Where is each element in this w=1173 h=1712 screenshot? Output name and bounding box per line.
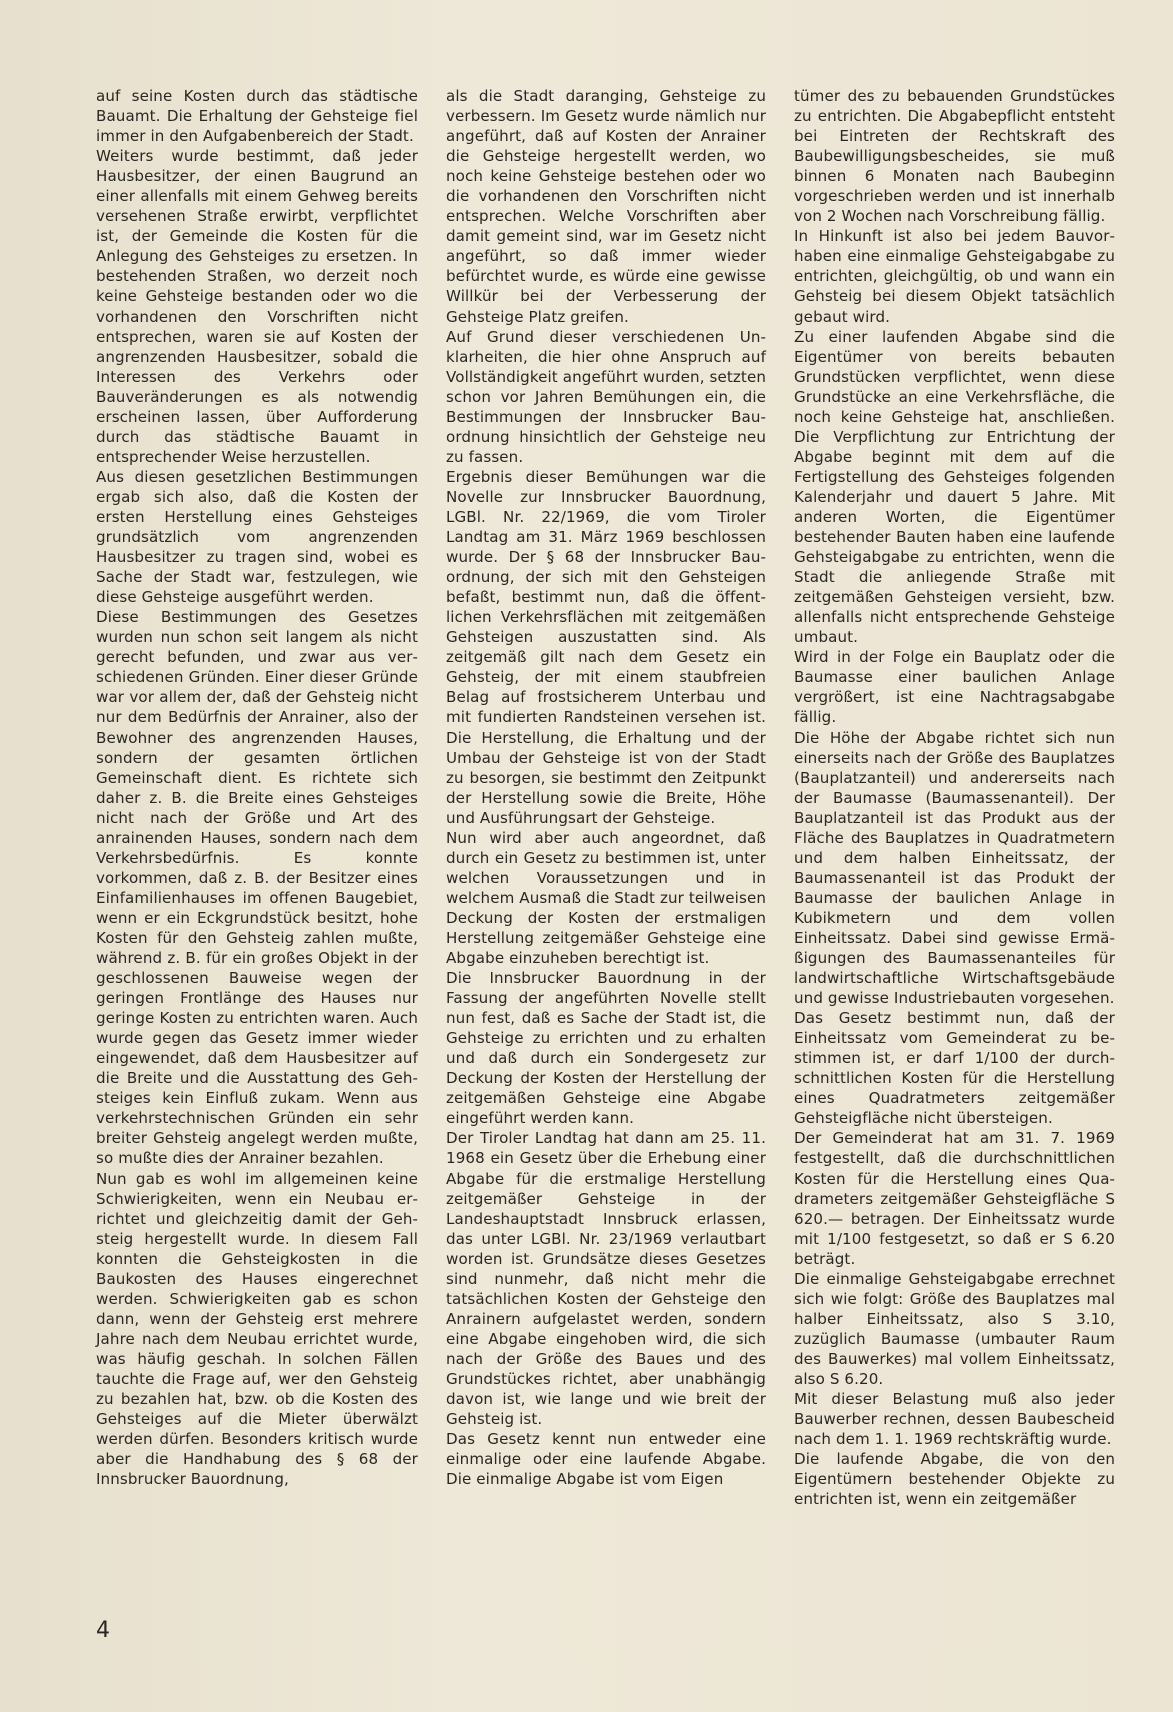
paragraph: Die Innsbrucker Bauordnung in der Fassung der angeführten Novelle stellt nun fest, daß es Sache der Stadt ist, die Gehsteige zu errichten und zu erhalten und daß durch ein Sondergesetz zur Deckung der Kosten der Herstellung der zeitgemäßen Gehsteige eine Abgabe eingeführt werden kann. <box>446 969 766 1128</box>
paragraph: Nun gab es wohl im allgemeinen keine Schwierigkeiten, wenn ein Neubau errichtet und gleichzeitig damit der Gehsteig hergestellt wurde. In diesem Fall konnten die Gehsteigkosten in die Baukosten des Hauses eingerechnet werden. Schwierigkeiten gab es schon dann, wenn der Gehsteig erst mehrere Jahre nach dem Neubau errichtet wurde, was häufig geschah. In solchen Fällen tauchte die Frage auf, wer den Gehsteig zu bezahlen hat, bzw. ob die Kosten des Gehsteiges auf die Mieter überwälzt werden dürfen. Besonders kritisch wurde aber die Handhabung des § 68 der Innsbrucker Bauordnung, <box>96 1169 418 1489</box>
paragraph: Weiters wurde bestimmt, daß jeder Hausbesitzer, der einen Baugrund an einer allenfalls mit einem Gehweg bereits versehenen Straße erwirbt, verpflichtet ist, der Gemeinde die Kosten für die Anlegung des Gehsteiges zu ersetzen. In bestehenden Straßen, wo derzeit noch keine Gehsteige bestanden oder wo die vorhandenen den Vorschriften nicht entsprechen, waren sie auf Kosten der angrenzenden Hausbesitzer, sobald die Interessen des Verkehrs oder Bauveränderungen es als notwendig erscheinen lassen, über Aufforderung durch das städtische Bauamt in entsprechender Weise herzustellen. <box>96 147 418 466</box>
paragraph: Die laufende Abgabe, die von den Eigentümern bestehender Objekte zu entrichten ist, wenn ein zeitgemäßer <box>794 1450 1115 1509</box>
paragraph: Der Tiroler Landtag hat dann am 25. 11. 1968 ein Gesetz über die Erhebung einer Abgabe für die erstmalige Herstellung zeitgemäßer Gehsteige in der Landeshauptstadt Innsbruck erlassen, das unter LGBl. Nr. 23/1969 verlautbart worden ist. Grundsätze dieses Gesetzes sind nunmehr, daß nicht mehr die tatsächlichen Kosten der Gehsteige den Anrainern aufgelastet werden, sondern eine Abgabe eingehoben wird, die sich nach der Größe des Baues und des Grundstückes richtet, aber unabhängig davon ist, wie lange und wie breit der Gehsteig ist. <box>446 1129 766 1429</box>
paragraph: In Hinkunft ist also bei jedem Bauvorhaben eine einmalige Gehsteigabgabe zu entrichten, gleichgültig, ob und wann ein Gehsteig bei diesem Objekt tatsächlich gebaut wird. <box>794 227 1115 326</box>
paragraph: Diese Bestimmungen des Gesetzes wurden nun schon seit langem als nicht gerecht befunden, und zwar aus verschiedenen Gründen. Einer dieser Gründe war vor allem der, daß der Gehsteig nicht nur dem Bedürfnis der Anrainer, also der Bewohner des angrenzenden Hauses, sondern der gesamten örtlichen Gemeinschaft dient. Es richtete sich daher z. B. die Breite eines Gehsteiges nicht nach der Größe und Art des anrainenden Hauses, sondern nach dem Verkehrsbedürfnis. Es konnte vorkommen, daß z. B. der Besitzer eines Einfamilienhauses im offenen Baugebiet, wenn er ein Eckgrundstück besitzt, hohe Kosten für den Gehsteig zahlen mußte, während z. B. für ein großes Objekt in der geschlossenen Bauweise wegen der geringen Frontlänge des Hauses nur geringe Kosten zu entrichten waren. Auch wurde gegen das Gesetz immer wieder eingewendet, daß dem Hausbesitzer auf die Breite und die Ausstattung des Gehsteiges kein Einfluß zukam. Wenn aus verkehrstechnischen Gründen ein sehr breiter Gehsteig angelegt werden mußte, so mußte dies der Anrainer bezahlen. <box>96 608 418 1168</box>
text-column-left <box>96 86 418 1489</box>
page-number: 4 <box>96 1618 110 1643</box>
paragraph: Zu einer laufenden Abgabe sind die Eigentümer von bereits bebauten Grundstücken verpflichtet, wenn diese Grundstücke an eine Verkehrsfläche, die noch keine Gehsteige hat, anschließen. Die Verpflichtung zur Entrichtung der Abgabe beginnt mit dem auf die Fertigstellung des Gehsteiges folgenden Kalenderjahr und dauert 5 Jahre. Mit anderen Worten, die Eigentümer bestehender Bauten haben eine laufende Gehsteigabgabe zu entrichten, wenn die Stadt die anliegende Straße mit zeitgemäßen Gehsteigen versieht, bzw. allenfalls nicht entsprechende Gehsteige umbaut. <box>794 327 1115 647</box>
paragraph: Nun wird aber auch angeordnet, daß durch ein Gesetz zu bestimmen ist, unter welchen Voraussetzungen und in welchem Ausmaß die Stadt zur teilweisen Deckung der Kosten der erstmaligen Herstellung zeitgemäßer Gehsteige eine Abgabe einzuheben berechtigt ist. <box>446 828 766 968</box>
text-column-right <box>794 86 1115 1509</box>
paragraph: Ergebnis dieser Bemühungen war die Novelle zur Innsbrucker Bauordnung, LGBl. Nr. 22/1969, die vom Tiroler Landtag am 31. März 1969 beschlossen wurde. Der § 68 der Innsbrucker Bauordnung, der sich mit den Gehsteigen befaßt, bestimmt nun, daß die öffentlichen Verkehrsflächen mit zeitgemäßen Gehsteigen auszustatten sind. Als zeitgemäß gilt nach dem Gesetz ein Gehsteig, der mit einem staubfreien Belag auf frostsicherem Unterbau und mit fundierten Randsteinen versehen ist. Die Herstellung, die Erhaltung und der Umbau der Gehsteige ist von der Stadt zu besorgen, sie bestimmt den Zeitpunkt der Herstellung sowie die Breite, Höhe und Ausführungsart der Gehsteige. <box>446 467 766 827</box>
paragraph: auf seine Kosten durch das städtische Bauamt. Die Erhaltung der Gehsteige fiel immer in den Aufgabenbereich der Stadt. <box>96 87 418 146</box>
paragraph: als die Stadt daranging, Gehsteige zu verbessern. Im Gesetz wurde nämlich nur angeführt, daß auf Kosten der Anrainer die Gehsteige hergestellt werden, wo noch keine Gehsteige bestehen oder wo die vorhandenen den Vorschriften nicht entsprechen. Welche Vorschriften aber damit gemeint sind, war im Gesetz nicht angeführt, so daß immer wieder befürchtet wurde, es würde eine gewisse Willkür bei der Verbesserung der Gehsteige Platz greifen. <box>446 87 766 326</box>
paragraph: Das Gesetz bestimmt nun, daß der Einheitssatz vom Gemeinderat zu bestimmen ist, er darf 1/100 der durchschnittlichen Kosten für die Herstellung eines Quadratmeters zeitgemäßer Gehsteigfläche nicht übersteigen. <box>794 1009 1115 1128</box>
paragraph: Die Höhe der Abgabe richtet sich nun einerseits nach der Größe des Bauplatzes (Bauplatzanteil) und andererseits nach der Baumasse (Baumassenanteil). Der Bauplatzanteil ist das Produkt aus der Fläche des Bauplatzes in Quadratmetern und dem halben Einheitssatz, der Baumassenanteil ist das Produkt der Baumasse der baulichen Anlage in Kubikmetern und dem vollen Einheitssatz. Dabei sind gewisse Ermäßigungen des Baumassenanteiles für landwirtschaftliche Wirtschaftsgebäude und gewisse Industriebauten vorgesehen. <box>794 728 1115 1008</box>
paragraph: Die einmalige Gehsteigabgabe errechnet sich wie folgt: Größe des Bauplatzes mal halber Einheitssatz, also S 3.10, zuzüglich Baumasse (umbauter Raum des Bauwerkes) mal vollem Einheitssatz, also S 6.20. <box>794 1269 1115 1388</box>
paragraph: Aus diesen gesetzlichen Bestimmungen ergab sich also, daß die Kosten der ersten Herstellung eines Gehsteiges grundsätzlich vom angrenzenden Hausbesitzer zu tragen sind, wobei es Sache der Stadt war, festzulegen, wie diese Gehsteige ausgeführt werden. <box>96 467 418 607</box>
paragraph: Mit dieser Belastung muß also jeder Bauwerber rechnen, dessen Baubescheid nach dem 1. 1. 1969 rechtskräftig wurde. <box>794 1390 1115 1449</box>
text-column-middle <box>446 86 766 1489</box>
paragraph: Das Gesetz kennt nun entweder eine einmalige oder eine laufende Abgabe. Die einmalige Abgabe ist vom Eigen <box>446 1430 766 1489</box>
paragraph: tümer des zu bebauenden Grundstückes zu entrichten. Die Abgabepflicht entsteht bei Eintreten der Rechtskraft des Baubewilligungsbescheides, sie muß binnen 6 Monaten nach Baubeginn vorgeschrieben werden und ist innerhalb von 2 Wochen nach Vorschreibung fällig. <box>794 87 1115 226</box>
paragraph: Auf Grund dieser verschiedenen Unklarheiten, die hier ohne Anspruch auf Vollständigkeit angeführt wurden, setzten schon vor Jahren Bemühungen ein, die Bestimmungen der Innsbrucker Bauordnung hinsichtlich der Gehsteige neu zu fassen. <box>446 327 766 466</box>
paragraph: Der Gemeinderat hat am 31. 7. 1969 festgestellt, daß die durchschnittlichen Kosten für die Herstellung eines Quadrameters zeitgemäßer Gehsteigfläche S 620.— betragen. Der Einheitssatz wurde mit 1/100 festgesetzt, so daß er S 6.20 beträgt. <box>794 1129 1115 1268</box>
paragraph: Wird in der Folge ein Bauplatz oder die Baumasse einer baulichen Anlage vergrößert, ist eine Nachtragsabgabe fällig. <box>794 648 1115 727</box>
